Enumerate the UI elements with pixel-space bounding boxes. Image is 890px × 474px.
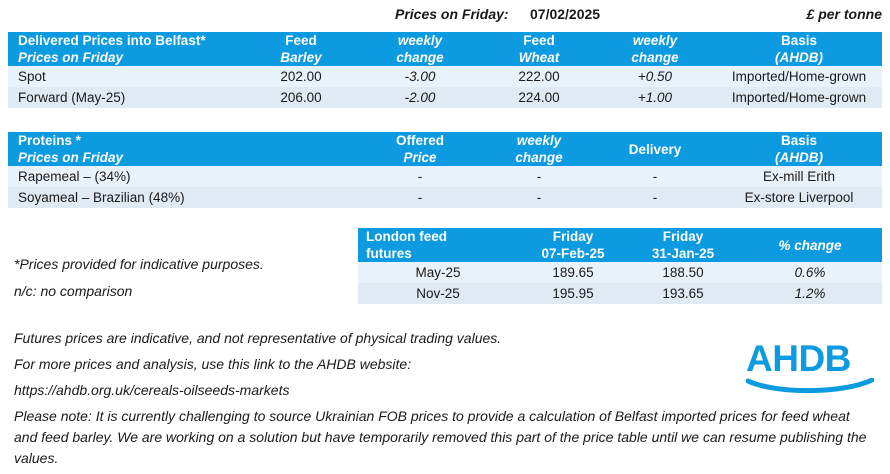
cell-spot-wheat-change: +0.50: [637, 69, 673, 84]
report-date: 07/02/2025: [530, 6, 601, 22]
column-header-friday-previous: Friday 31-Jan-25: [628, 228, 738, 262]
ahdb-swoosh-icon: [746, 378, 874, 394]
prices-on-friday-label-positioned: Prices on Friday:: [395, 6, 509, 22]
column-header-percent-change: % change: [738, 228, 882, 262]
column-header-london-feed-futures: London feed futures: [358, 228, 518, 262]
proteins-table: [8, 132, 882, 208]
units-label: £ per tonne: [806, 6, 882, 22]
row-label-rapemeal: Rapemeal – (34%): [18, 169, 131, 184]
table-header-row: [8, 132, 882, 166]
cell-may25-friday-previous: 188.50: [662, 265, 704, 280]
table-row: [8, 87, 882, 108]
column-header-delivery: Delivery: [594, 132, 716, 166]
note-no-comparison: n/c: no comparison: [14, 283, 133, 299]
cell-contract-may25: May-25: [415, 265, 461, 280]
table-header-row: [358, 228, 882, 262]
cell-spot-barley-change: -3.00: [404, 69, 436, 84]
row-label-forward: Forward (May-25): [18, 90, 126, 105]
table-row: [8, 166, 882, 187]
cell-rapemeal-delivery: -: [652, 169, 658, 184]
cell-soyameal-weekly-change: -: [536, 190, 542, 205]
note-more-prices: For more prices and analysis, use this link to the AHDB website:: [14, 356, 412, 372]
table-row: [8, 187, 882, 208]
column-header-basis: Basis (AHDB): [716, 32, 882, 66]
column-header-proteins: Proteins * Prices on Friday: [8, 132, 356, 166]
column-header-delivered-prices: Delivered Prices into Belfast* Prices on Friday: [8, 32, 246, 66]
cell-soyameal-basis: Ex-store Liverpool: [744, 190, 854, 205]
cell-soyameal-delivery: -: [652, 190, 658, 205]
column-header-feed-barley: Feed Barley: [246, 32, 356, 66]
ahdb-logo: [746, 340, 876, 396]
table-row: [8, 66, 882, 87]
cell-spot-feed-barley: 202.00: [280, 69, 322, 84]
column-header-proteins-basis: Basis (AHDB): [716, 132, 882, 166]
table-row: [358, 283, 882, 304]
cell-soyameal-offered-price: -: [417, 190, 423, 205]
cell-rapemeal-weekly-change: -: [536, 169, 542, 184]
table-header-row: [8, 32, 882, 66]
cell-forward-barley-change: -2.00: [404, 90, 436, 105]
column-header-offered-price: Offered Price: [356, 132, 484, 166]
cell-may25-friday-current: 189.65: [552, 265, 594, 280]
cell-nov25-percent-change: 1.2%: [794, 286, 826, 301]
cell-forward-feed-barley: 206.00: [280, 90, 322, 105]
belfast-prices-table: [8, 32, 882, 108]
cell-nov25-friday-current: 195.95: [552, 286, 594, 301]
document-header: [0, 6, 890, 28]
ahdb-link[interactable]: https://ahdb.org.uk/cereals-oilseeds-markets: [14, 382, 290, 398]
cell-forward-feed-wheat: 224.00: [518, 90, 560, 105]
london-feed-futures-table: [358, 228, 882, 304]
cell-rapemeal-offered-price: -: [417, 169, 423, 184]
column-header-friday-current: Friday 07-Feb-25: [518, 228, 628, 262]
cell-contract-nov25: Nov-25: [416, 286, 460, 301]
column-header-feed-wheat: Feed Wheat: [484, 32, 594, 66]
table-row: [358, 262, 882, 283]
cell-may25-percent-change: 0.6%: [794, 265, 826, 280]
cell-nov25-friday-previous: 193.65: [662, 286, 704, 301]
cell-spot-feed-wheat: 222.00: [518, 69, 560, 84]
cell-forward-wheat-change: +1.00: [637, 90, 673, 105]
cell-rapemeal-basis: Ex-mill Erith: [762, 169, 835, 184]
row-label-soyameal: Soyameal – Brazilian (48%): [18, 190, 185, 205]
note-please-note: Please note: It is currently challenging to source Ukrainian FOB prices to provide a calculation of Belfast imported prices for feed wheat and feed barley. We are working on a solution but have temporarily removed this part of the price table until we can resume publishing the values.: [14, 408, 867, 466]
cell-forward-basis: Imported/Home-grown: [731, 90, 867, 105]
column-header-barley-weekly-change: weekly change: [356, 32, 484, 66]
row-label-spot: Spot: [18, 69, 46, 84]
note-indicative-purposes: *Prices provided for indicative purposes.: [14, 256, 264, 272]
note-futures-disclaimer: Futures prices are indicative, and not representative of physical trading values.: [14, 330, 502, 346]
column-header-proteins-weekly-change: weekly change: [484, 132, 594, 166]
column-header-wheat-weekly-change: weekly change: [594, 32, 716, 66]
ahdb-wordmark: AHDB: [746, 338, 851, 379]
cell-spot-basis: Imported/Home-grown: [731, 69, 867, 84]
